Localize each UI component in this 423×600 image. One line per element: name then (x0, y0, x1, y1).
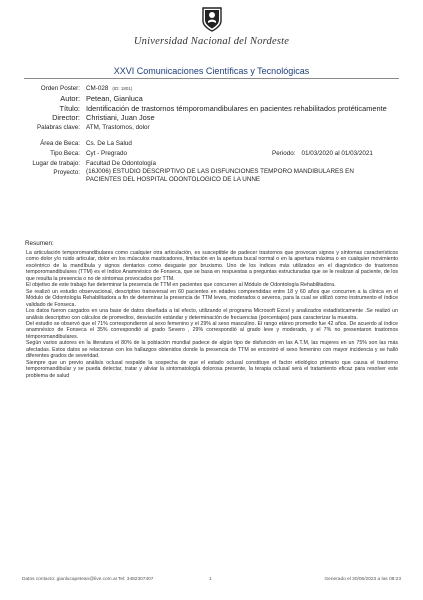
autor-row (0, 94, 423, 104)
orden-poster-row (0, 84, 423, 94)
resumen-paragraph: La articulación temporomandibulares como cualquier otra articulación, es susceptible de padecer trastornos que provocan signos y síntomas característicos como dolor y/o ruido articular, dolor en los músculos masticadores, limitación en la apertura bucal normal o en la apertura máxima o en cualquier movimiento excéntrico de la mandíbula y signos dentarios como desgaste por bruxismo. Uno de los índices más utilizados en el diagnóstico de trastornos temporomandibulares (TTM) es el índice Anamnésico de Fonseca, que se basa en respuestas a preguntas estructuradas que se le realizan al paciente, de los que resulta la presencia o no de síntomas provocados por TTM. (26, 250, 398, 282)
area-beca-row (0, 139, 423, 149)
resumen-paragraph: El objetivo de este trabajo fue determinar la presencia de TTM en pacientes que concurren al Módulo de Odontología Rehabilitadora. (26, 282, 336, 289)
proyecto-value: (16J006) ESTUDIO DESCRIPTIVO DE LAS DISFUNCIONES TEMPORO MANDIBULARES EN PACIENTES DEL HOSPITAL ODONTOLOGICO DE LA UNNE (86, 168, 354, 184)
resumen-body (26, 250, 398, 379)
resumen-heading: Resumen: (25, 240, 54, 247)
contact-email: Datos contacto: gianlucapetean@live.com.ar (22, 577, 118, 582)
resumen-paragraph: Del estudio se observó que el 71% correspondieron al sexo femenino y el 29% al sexo masculino. El rango etáreo promedio fue 42 años. De acuerdo al índice anamnésico de Fonseca el 35% correspondió al grado Severo , 29% correspondió al grado leve y moderado, y el 7% no presentaron trastornos témporomandibulares. (26, 320, 398, 340)
director-value: Christiani, Juan Jose (86, 113, 155, 123)
lugar-trabajo-value: Facultad De Odontología (86, 159, 157, 167)
titulo-value: Identificación de trastornos témporomandibulares en pacientes rehabilitados protéticamente (86, 103, 387, 113)
tipo-beca-label: Tipo Beca: (50, 149, 80, 157)
footer (0, 577, 423, 585)
orden-poster-label: Orden Poster: (40, 85, 80, 92)
palabras-clave-row (0, 123, 423, 133)
autor-value: Petean, Gianluca (86, 93, 143, 103)
director-row (0, 113, 423, 123)
proyecto-row (0, 168, 423, 184)
titulo-label: Título: (59, 103, 80, 113)
poster-metadata (0, 84, 423, 184)
contact-tel: Tel: 3482307407 (118, 577, 154, 582)
resumen-paragraph: Los datos fueron cargados en una base de datos diseñada a tal efecto, utilizando el programa Microsoft Excel y analizados estadísticamente .Se realizó un análisis descriptivo con cálculos de promedios, desviación estándar y determinación de frecuencias (porcentajes) para caracterizar la muestra. (26, 308, 398, 321)
university-name: Universidad Nacional del Nordeste (133, 36, 290, 47)
tipo-beca-value: Cyt - Pregrado (86, 149, 127, 157)
resumen-paragraph: Se realizó un estudio observacional, descriptivo transversal en 60 pacientes en edades comprendidas entre 18 y 60 años que concurren a la clínica en el Módulo de Odontología Rehabilitadora a fin de determinar la presencia de TTM leves, moderados o severos, para la cual se utilizó como instrumento el índice validado de Fonseca. (26, 288, 398, 308)
tipo-beca-row (0, 149, 423, 159)
periodo (272, 149, 373, 159)
periodo-label: Periodo: (272, 149, 296, 157)
lugar-trabajo-label: Lugar de trabajo: (32, 159, 80, 167)
area-beca-value: Cs. De La Salud (86, 139, 132, 147)
resumen-paragraph: Siempre que un previo análisis oclusal respalde la sospecha de que el estado oclusal constituye el factor etiológico primario que causa el trastorno temporomandibular y se pueda detectar, tratar y aliviar la sintomatología dolorosa presente, la terapia oclusal será el tratamiento eficaz para resolver este problema de salud (26, 359, 398, 379)
proyecto-label: Proyecto: (53, 169, 80, 177)
resumen-paragraph: Según varios autores en la literatura el 80% de la población mundial padece de algún tipo de disfunción en las A.T.M, las mujeres en un 75% son las más afectadas. Estos datos se relacionan con los hallazgos obtenidos donde la presencia de TTM se encontró el sexo femenino con mayor incidencia y se halló diferentes grados de severidad. (26, 340, 398, 360)
autor-label: Autor: (60, 93, 80, 103)
palabras-clave-label: Palabras clave: (36, 124, 80, 132)
area-beca-label: Área de Beca: (40, 139, 80, 147)
poster-id: (ID: 1801) (112, 86, 133, 91)
titulo-row (0, 104, 423, 114)
palabras-clave-value: ATM, Trastornos, dolor (86, 124, 150, 132)
director-label: Director: (52, 113, 80, 123)
header (0, 6, 423, 47)
periodo-value: 01/03/2020 al 01/03/2021 (301, 149, 373, 157)
congress-title: XXVI Comunicaciones Científicas y Tecnológicas (113, 66, 310, 76)
orden-poster-value: CM-028 (86, 85, 109, 92)
header-divider (24, 78, 399, 79)
page-number: 1 (209, 577, 212, 582)
university-logo-icon (200, 6, 224, 32)
generated-timestamp: Generado el 30/06/2023 a las 08:23 (324, 577, 401, 582)
lugar-trabajo-row (0, 159, 423, 169)
